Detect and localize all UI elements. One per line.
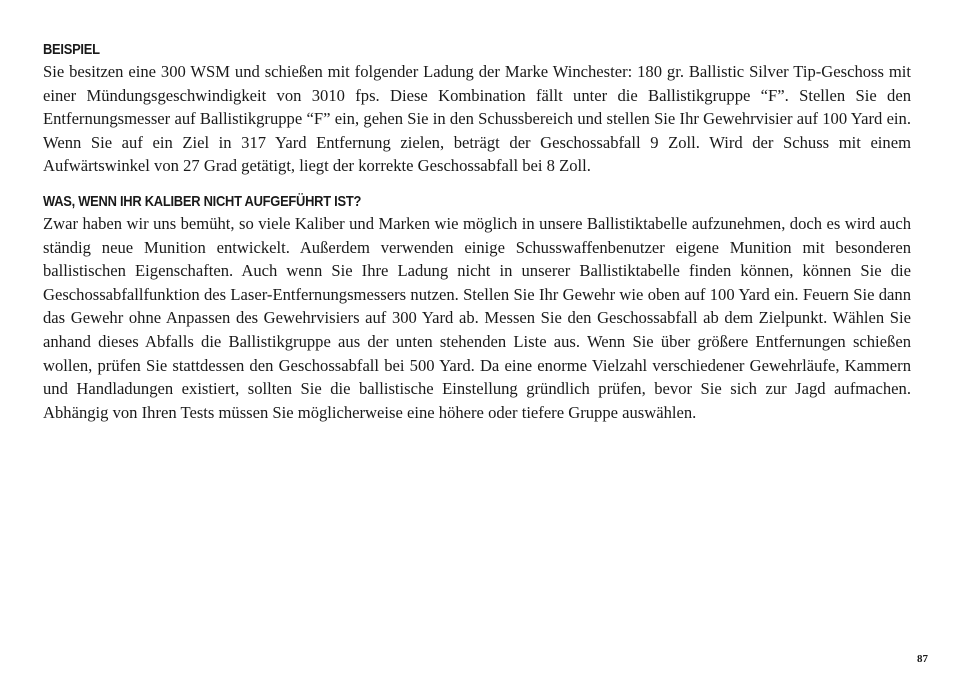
page-number: 87 xyxy=(917,653,928,665)
caliber-not-listed-heading: WAS, WENN IHR KALIBER NICHT AUFGEFÜHRT IST? xyxy=(43,192,362,210)
caliber-not-listed-section xyxy=(43,192,911,424)
example-heading: BEISPIEL xyxy=(43,41,100,58)
example-section xyxy=(43,40,911,178)
caliber-not-listed-paragraph: Zwar haben wir uns bemüht, so viele Kaliber und Marken wie möglich in unsere Ballistiktabelle aufzunehmen, doch es wird auch ständig neue Munition entwickelt. Außerdem verwenden einige Schusswaffenbenutzer eigene Munition mit besonderen ballistischen Eigenschaften. Auch wenn Sie Ihre Ladung nicht in unserer Ballistiktabelle finden können, können Sie die Geschossabfallfunktion des Laser-Entfernungsmessers nutzen. Stellen Sie Ihr Gewehr wie oben auf 100 Yard ein. Feuern Sie dann das Gewehr ohne Anpassen des Gewehrvisiers auf 300 Yard ab. Messen Sie den Geschossabfall ab dem Zielpunkt. Wählen Sie anhand dieses Abfalls die Ballistikgruppe aus der unten stehenden Liste aus. Wenn Sie über größere Entfernungen schießen wollen, prüfen Sie stattdessen den Geschossabfall bei 500 Yard. Da eine enorme Vielzahl verschiedener Gewehrläufe, Kammern und Handladungen existiert, sollten Sie die ballistische Einstellung gründlich prüfen, bevor Sie sich zur Jagd aufmachen. Abhängig von Ihren Tests müssen Sie möglicherweise eine höhere oder tiefere Gruppe auswählen. xyxy=(43,213,911,422)
example-paragraph: Sie besitzen eine 300 WSM und schießen mit folgender Ladung der Marke Winchester: 180 gr. Ballistic Silver Tip-Geschoss mit einer Mündungsgeschwindigkeit von 3010 fps. Diese Kombination fällt unter die Ballistikgruppe “F”. Stellen Sie den Entfernungsmesser auf Ballistikgruppe “F” ein, gehen Sie in den Schussbereich und stellen Sie Ihr Gewehrvisier auf 100 Yard ein. Wenn Sie auf ein Ziel in 317 Yard Entfernung zielen, beträgt der Geschossabfall 9 Zoll. Wird der Schuss mit einem Aufwärtswinkel von 27 Grad getätigt, liegt der korrekte Geschossabfall bei 8 Zoll. xyxy=(43,62,911,176)
page-content xyxy=(43,40,911,424)
